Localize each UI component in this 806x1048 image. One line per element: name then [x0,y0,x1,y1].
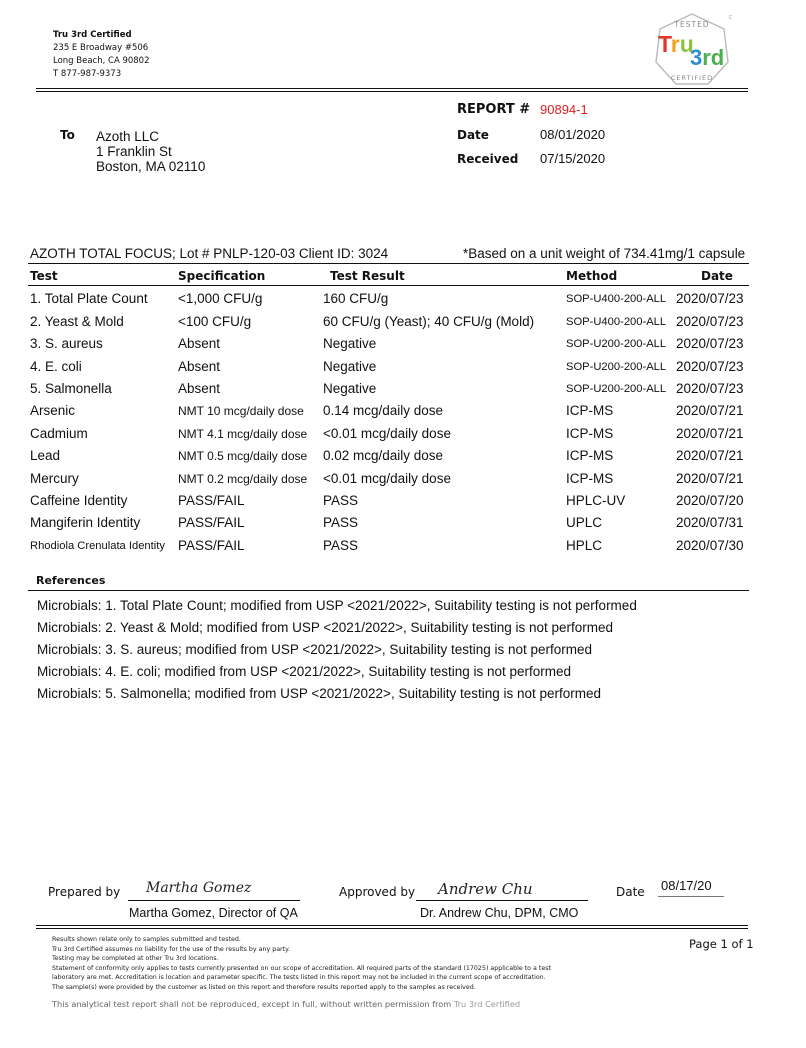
svg-text:3rd: 3rd [690,45,725,70]
specification: <100 CFU/g [178,313,252,329]
disclaimer-line: The sample(s) were provided by the customer as listed on this report and therefore results reported apply to the samples as received. [52,983,476,991]
disclaimer-line: Testing may be completed at other Tru 3rd locations. [52,955,219,963]
recipient-street: 1 Franklin St [96,144,172,159]
test-name: 5. Salmonella [30,381,112,396]
test-result: PASS [323,537,359,553]
report-number-label: REPORT # [457,102,531,117]
test-date: 2020/07/31 [676,515,744,530]
table-row [0,381,806,403]
specification: Absent [178,381,221,396]
test-date: 2020/07/30 [676,537,744,553]
disclaimer-block [52,935,612,993]
specification: Absent [178,336,221,351]
test-date: 2020/07/21 [676,448,744,463]
disclaimer-line: laboratory are met. Accreditation is location and parameter specific. The tests listed in this report may not be included in the current scope of accreditation. [52,974,546,982]
table-row [0,538,806,560]
approved-signature: Andrew Chu [438,880,533,898]
signature-date-line [658,896,724,897]
specification: NMT 4.1 mcg/daily dose [178,426,308,441]
column-header-method: Method [566,269,618,283]
report-date: 08/01/2020 [540,127,606,142]
column-header-date: Date [701,269,733,283]
table-header-divider [28,285,749,286]
method: SOP-U200-200-ALL [566,383,667,395]
table-row [0,493,806,515]
method: ICP-MS [566,425,614,441]
test-name: Caffeine Identity [30,492,128,508]
svg-text:TESTED: TESTED [674,20,710,29]
disclaimer-line: Tru 3rd Certified assumes no liability for the use of the results by any party. [52,945,290,953]
method: SOP-U400-200-ALL [566,293,667,305]
lab-phone: T 877-987-9373 [53,69,122,79]
reproduction-notice [52,999,520,1009]
test-date: 2020/07/21 [676,425,744,441]
specification: NMT 0.2 mcg/daily dose [178,471,308,486]
test-result: 0.14 mcg/daily dose [323,403,444,418]
footer-divider [36,925,748,929]
column-header-test-result: Test Result [330,269,405,283]
reproduction-text: This analytical test report shall not be reproduced, except in full, without written permission from [52,999,452,1009]
prepared-by-label: Prepared by [48,885,121,899]
test-date: 2020/07/23 [676,291,744,306]
header-divider [36,88,748,92]
recipient-address [96,129,205,174]
test-date: 2020/07/23 [676,381,744,396]
product-lot-info: AZOTH TOTAL FOCUS; Lot # PNLP-120-03 Client ID: 3024 [30,246,389,261]
references-title: References [36,574,106,587]
page-number: Page 1 of 1 [689,937,754,951]
prepared-signature-line [128,900,300,901]
test-name: Cadmium [30,425,88,441]
product-divider [28,263,749,264]
table-row [0,336,806,358]
test-name: 4. E. coli [30,358,82,374]
method: UPLC [566,515,603,530]
certification-badge-icon [652,12,732,88]
test-date: 2020/07/21 [676,403,744,418]
reference-item: Microbials: 5. Salmonella; modified from USP <2021/2022>, Suitability testing is not performed [37,686,602,701]
test-result: 160 CFU/g [323,291,389,306]
svg-text:CERTIFIED: CERTIFIED [670,74,714,82]
table-row [0,515,806,537]
test-name: Arsenic [30,403,76,418]
table-row [0,471,806,493]
signature-date-label: Date [616,885,645,899]
reproduction-brand: Tru 3rd Certified [453,999,521,1009]
recipient-city: Boston, MA 02110 [96,159,206,174]
test-name: 1. Total Plate Count [30,291,148,306]
svg-text:Tru: Tru [658,31,694,57]
recipient-name: Azoth LLC [96,129,160,144]
test-result: 60 CFU/g (Yeast); 40 CFU/g (Mold) [323,313,535,329]
method: HPLC [566,537,603,553]
test-result: 0.02 mcg/daily dose [323,448,444,463]
reference-item: Microbials: 2. Yeast & Mold; modified from USP <2021/2022>, Suitability testing is not performed [37,620,614,635]
test-name: 2. Yeast & Mold [30,313,124,329]
test-result: Negative [323,358,377,374]
tru3rd-certified-logo [652,12,732,88]
specification: <1,000 CFU/g [178,291,263,306]
reference-item: Microbials: 1. Total Plate Count; modified from USP <2021/2022>, Suitability testing is not performed [37,598,637,613]
prepared-signature: Martha Gomez [146,880,252,896]
test-name: 3. S. aureus [30,336,103,351]
prepared-by-name: Martha Gomez, Director of QA [129,906,298,920]
specification: PASS/FAIL [178,537,245,553]
signature-date: 08/17/20 [661,878,712,893]
method: SOP-U200-200-ALL [566,338,667,350]
received-date: 07/15/2020 [540,151,606,166]
table-row [0,403,806,425]
reference-item: Microbials: 3. S. aureus; modified from USP <2021/2022>, Suitability testing is not performed [37,642,593,657]
report-date-label: Date [457,128,489,142]
column-header-specification: Specification [178,269,266,283]
lab-name: Tru 3rd Certified [53,30,132,40]
test-name: Mangiferin Identity [30,515,141,530]
method: ICP-MS [566,448,614,463]
test-date: 2020/07/23 [676,336,744,351]
disclaimer-line: Statement of conformity only applies to tests currently presented on our scope of accreditation. All required parts of the standard (17025) applicable to a test [52,964,551,972]
method: HPLC-UV [566,492,626,508]
lab-address-block [53,29,150,81]
table-row [0,426,806,448]
table-row [0,314,806,336]
test-date: 2020/07/23 [676,358,744,374]
test-result: Negative [323,381,377,396]
table-row [0,291,806,313]
method: ICP-MS [566,403,614,418]
approved-by-name: Dr. Andrew Chu, DPM, CMO [420,906,579,920]
test-name: Mercury [30,470,79,486]
disclaimer-line: Results shown relate only to samples submitted and tested. [52,936,241,943]
received-label: Received [457,152,519,166]
test-date: 2020/07/23 [676,313,744,329]
approved-signature-line [416,900,588,901]
test-result: <0.01 mcg/daily dose [323,470,451,486]
test-date: 2020/07/20 [676,492,744,508]
test-name: Lead [30,448,61,463]
method: SOP-U400-200-ALL [566,315,667,328]
specification: PASS/FAIL [178,515,245,530]
column-header-test: Test [30,269,58,283]
reference-item: Microbials: 4. E. coli; modified from USP <2021/2022>, Suitability testing is not performed [37,664,572,679]
specification: PASS/FAIL [178,492,245,508]
lab-address-line2: Long Beach, CA 90802 [53,56,150,66]
lab-address-line1: 235 E Broadway #506 [53,43,149,53]
method: SOP-U200-200-ALL [566,360,667,373]
table-row [0,359,806,381]
to-label: To [60,128,75,142]
specification: NMT 10 mcg/daily dose [178,404,304,418]
unit-weight-note: *Based on a unit weight of 734.41mg/1 capsule [463,246,746,261]
test-name: Rhodiola Crenulata Identity [30,539,165,552]
test-result: PASS [323,515,359,530]
test-result: Negative [323,336,377,351]
test-result: <0.01 mcg/daily dose [323,425,451,441]
references-divider [28,590,749,591]
table-row [0,448,806,470]
test-date: 2020/07/21 [676,470,744,486]
report-number: 90894-1 [540,102,588,117]
test-result: PASS [323,492,359,508]
method: ICP-MS [566,470,614,486]
approved-by-label: Approved by [339,885,416,899]
specification: Absent [178,358,221,374]
specification: NMT 0.5 mcg/daily dose [178,449,308,463]
